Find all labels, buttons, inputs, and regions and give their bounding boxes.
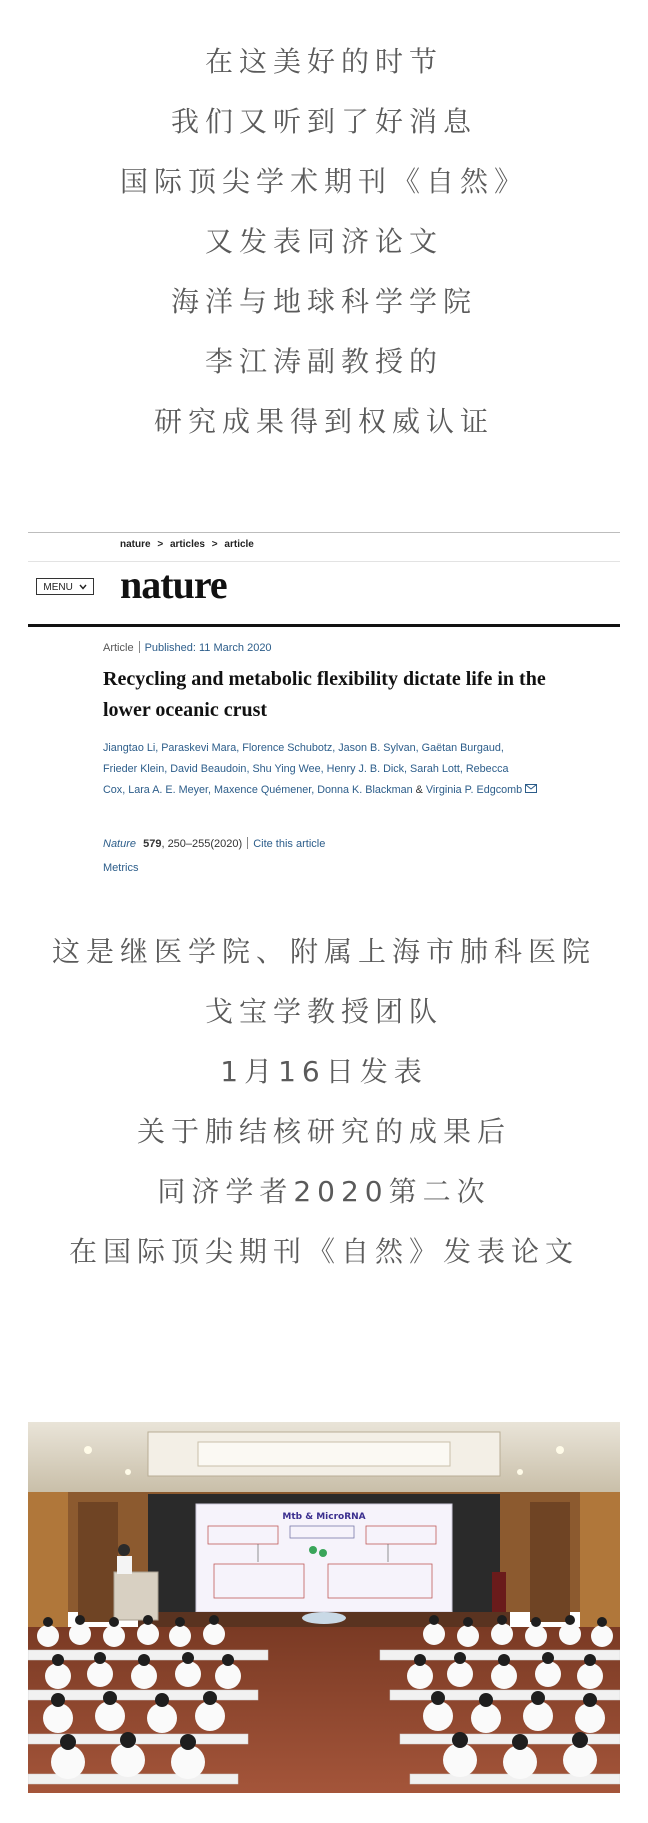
intro-line: 李江涛副教授的: [204, 345, 443, 378]
divider: [28, 561, 620, 562]
middle-line: 这是继医学院、附属上海市肺科医院: [51, 935, 596, 968]
article-type: Article: [103, 642, 134, 654]
slide-title: Mtb & MicroRNA: [282, 1512, 366, 1522]
intro-line: 研究成果得到权威认证: [153, 405, 494, 438]
breadcrumb-article: article: [224, 539, 254, 550]
article-title: Recycling and metabolic flexibility dictate life in the lower oceanic crust: [103, 668, 546, 721]
intro-text: [0, 32, 648, 452]
menu-button[interactable]: [36, 578, 94, 595]
middle-line: 戈宝学教授团队: [204, 995, 443, 1028]
citation: [103, 837, 325, 850]
chevron-right-icon: >: [157, 539, 164, 550]
intro-line: 国际顶尖学术期刊《自然》: [119, 165, 528, 198]
nature-logo[interactable]: nature: [120, 562, 227, 607]
lecture-hall-photo: [28, 1422, 620, 1793]
separator: [139, 641, 140, 653]
intro-line: 海洋与地球科学学院: [170, 285, 477, 318]
mail-icon[interactable]: [525, 784, 537, 793]
middle-text: [40, 922, 608, 1282]
metrics-link[interactable]: Metrics: [103, 862, 139, 874]
intro-line: 又发表同济论文: [204, 225, 443, 258]
pages: , 250–255(2020): [161, 838, 243, 850]
breadcrumb-nature[interactable]: nature: [120, 539, 151, 550]
authors-line[interactable]: Frieder Klein, David Beaudoin, Shu Ying Wee, Henry J. B. Dick, Sarah Lott, Rebecca: [103, 763, 509, 775]
separator: [247, 837, 248, 849]
middle-line: 同济学者2020第二次: [157, 1175, 491, 1208]
authors-line[interactable]: Cox, Lara A. E. Meyer, Maxence Quémener, Donna K. Blackman: [103, 784, 413, 796]
volume: 579: [143, 838, 162, 850]
menu-label: MENU: [43, 582, 73, 593]
intro-line: 我们又听到了好消息: [170, 105, 477, 138]
breadcrumb: [120, 539, 258, 550]
intro-line: 在这美好的时节: [204, 45, 443, 78]
cite-this-article-link[interactable]: Cite this article: [253, 838, 326, 850]
authors-line[interactable]: Jiangtao Li, Paraskevi Mara, Florence Schubotz, Jason B. Sylvan, Gaëtan Burgaud,: [103, 742, 504, 754]
header-rule: [28, 624, 620, 627]
middle-line: 1月16日发表: [220, 1055, 428, 1088]
authors-ampersand: &: [415, 784, 423, 796]
nature-article-screenshot: [28, 532, 620, 883]
chevron-down-icon: [79, 584, 87, 590]
article-meta: [103, 641, 272, 654]
journal-name: Nature: [103, 838, 137, 850]
chevron-right-icon: >: [211, 539, 218, 550]
author-last[interactable]: Virginia P. Edgcomb: [425, 784, 523, 796]
breadcrumb-articles[interactable]: articles: [169, 539, 205, 550]
author-list: [103, 738, 573, 801]
middle-line: 关于肺结核研究的成果后: [136, 1115, 511, 1148]
middle-line: 在国际顶尖期刊《自然》发表论文: [68, 1235, 579, 1268]
published-date: Published: 11 March 2020: [144, 642, 272, 654]
